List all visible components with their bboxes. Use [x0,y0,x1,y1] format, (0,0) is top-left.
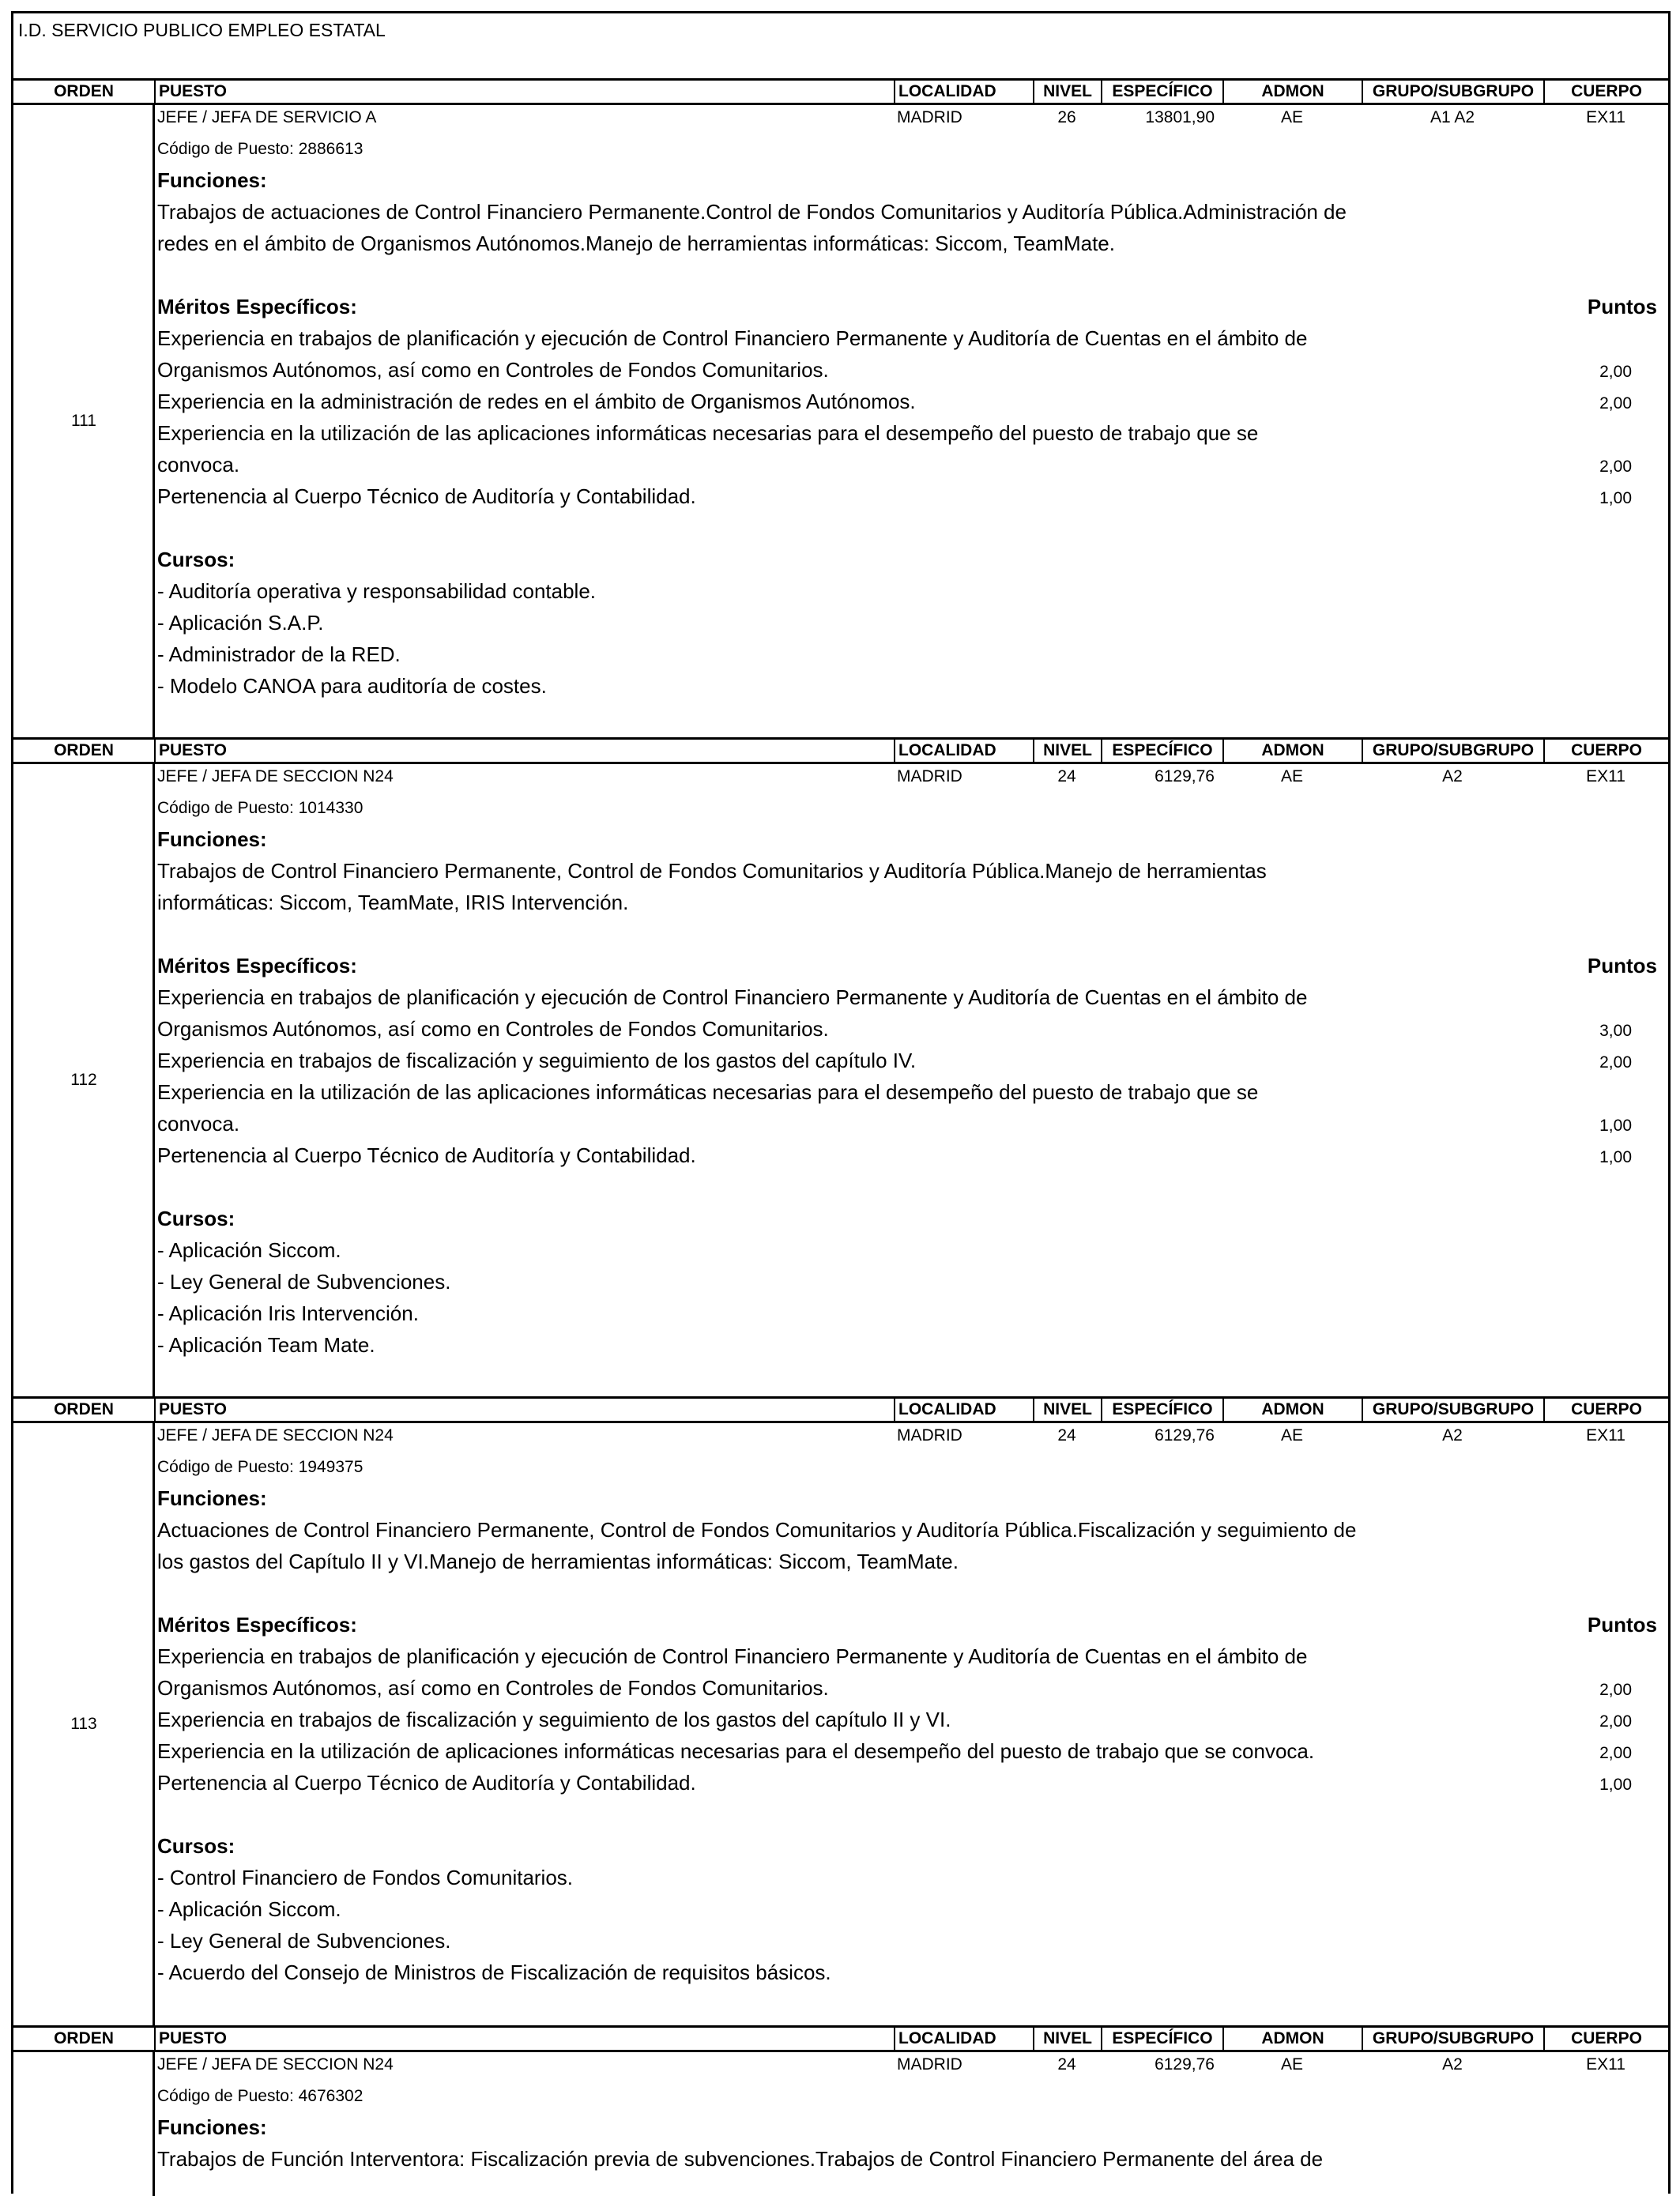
cuerpo-value: EX11 [1586,2055,1625,2074]
column-header-nivel: NIVEL [1033,740,1101,762]
cursos-label: Cursos: [157,548,235,571]
column-header-admon: ADMON [1222,740,1362,762]
curso-line: - Control Financiero de Fondos Comunitarios. [157,1866,574,1889]
column-header-puesto: PUESTO [154,1399,894,1421]
puntos-value: 2,00 [1599,1681,1632,1699]
cursos-label: Cursos: [157,1207,235,1230]
merito-line: Experiencia en trabajos de planificación y ejecución de Control Financiero Permanente y Auditoría de Cuentas en el ámbito de [157,326,1308,350]
localidad-value: MADRID [897,767,962,785]
grupo-value: A1 A2 [1430,108,1475,126]
merito-line: Experiencia en trabajos de fiscalización y seguimiento de los gastos del capítulo IV. [157,1049,917,1072]
especifico-value: 6129,76 [1155,2055,1215,2074]
column-header-grupo: GRUPO/SUBGRUPO [1362,1399,1543,1421]
localidad-value: MADRID [897,1426,962,1445]
column-header-localidad: LOCALIDAD [894,740,1033,762]
cursos-label: Cursos: [157,1834,235,1858]
column-header-grupo: GRUPO/SUBGRUPO [1362,2028,1543,2050]
puntos-header: Puntos [1587,1613,1657,1637]
merito-line: Experiencia en la utilización de aplicaciones informáticas necesarias para el desempeño del puesto de trabajo que se convoca. [157,1739,1315,1763]
column-header-especifico: ESPECÍFICO [1101,1399,1222,1421]
puesto-name: JEFE / JEFA DE SECCION N24 [157,767,394,785]
merito-line: Experiencia en la utilización de las aplicaciones informáticas necesarias para el desempeño del puesto de trabajo que se [157,421,1259,445]
orden-number: 113 [70,1715,97,1733]
curso-line: - Aplicación Siccom. [157,1238,341,1262]
job-section [13,78,1668,737]
orden-number: 111 [71,412,96,430]
column-header-admon: ADMON [1222,81,1362,103]
funciones-label: Funciones: [157,2115,267,2139]
curso-line: - Administrador de la RED. [157,642,401,666]
merito-line: Organismos Autónomos, así como en Controles de Fondos Comunitarios. [157,1676,829,1700]
puntos-value: 2,00 [1599,1053,1632,1072]
column-header-row [13,1396,1668,1423]
column-header-cuerpo: CUERPO [1543,81,1668,103]
puntos-value: 2,00 [1599,1712,1632,1731]
column-header-orden: ORDEN [54,741,114,759]
grupo-value: A2 [1442,767,1463,785]
puntos-value: 2,00 [1599,394,1632,412]
column-header-especifico: ESPECÍFICO [1101,2028,1222,2050]
merito-line: convoca. [157,1112,240,1136]
funciones-line: Trabajos de actuaciones de Control Financiero Permanente.Control de Fondos Comunitarios y Auditoría Pública.Administración de [157,200,1347,224]
especifico-value: 13801,90 [1145,108,1215,126]
especifico-value: 6129,76 [1155,1426,1215,1445]
puntos-value: 2,00 [1599,1744,1632,1762]
cuerpo-value: EX11 [1586,108,1625,126]
nivel-value: 24 [1057,1426,1076,1445]
nivel-value: 24 [1057,2055,1076,2074]
cuerpo-value: EX11 [1586,767,1625,785]
meritos-label: Méritos Específicos: [157,1613,357,1637]
puntos-value: 1,00 [1599,1776,1632,1794]
puesto-name: JEFE / JEFA DE SECCION N24 [157,1426,394,1445]
merito-line: Experiencia en trabajos de planificación y ejecución de Control Financiero Permanente y Auditoría de Cuentas en el ámbito de [157,985,1308,1009]
column-header-especifico: ESPECÍFICO [1101,740,1222,762]
puntos-value: 3,00 [1599,1022,1632,1040]
curso-line: - Ley General de Subvenciones. [157,1929,451,1953]
merito-line: Organismos Autónomos, así como en Controles de Fondos Comunitarios. [157,1017,829,1041]
job-section [13,2025,1668,2196]
job-section [13,1396,1668,2025]
puntos-value: 2,00 [1599,458,1632,476]
curso-line: - Acuerdo del Consejo de Ministros de Fiscalización de requisitos básicos. [157,1961,831,1984]
column-header-row [13,78,1668,105]
column-header-orden: ORDEN [54,82,114,100]
column-header-nivel: NIVEL [1033,2028,1101,2050]
orden-divider [153,2052,155,2196]
curso-line: - Modelo CANOA para auditoría de costes. [157,674,547,698]
funciones-line: redes en el ámbito de Organismos Autónomos.Manejo de herramientas informáticas: Siccom, TeamMate. [157,232,1115,255]
puesto-name: JEFE / JEFA DE SECCION N24 [157,2055,394,2074]
puntos-value: 1,00 [1599,1117,1632,1135]
localidad-value: MADRID [897,108,962,126]
merito-line: convoca. [157,453,240,476]
meritos-label: Méritos Específicos: [157,295,357,318]
column-header-puesto: PUESTO [154,81,894,103]
column-header-orden: ORDEN [54,1400,114,1418]
column-header-row [13,737,1668,764]
puntos-value: 1,00 [1599,489,1632,507]
curso-line: - Ley General de Subvenciones. [157,1270,451,1294]
column-header-puesto: PUESTO [154,740,894,762]
column-header-localidad: LOCALIDAD [894,1399,1033,1421]
column-header-puesto: PUESTO [154,2028,894,2050]
merito-line: Pertenencia al Cuerpo Técnico de Auditoría y Contabilidad. [157,1143,696,1167]
funciones-label: Funciones: [157,168,267,192]
merito-line: Experiencia en trabajos de planificación y ejecución de Control Financiero Permanente y Auditoría de Cuentas en el ámbito de [157,1644,1308,1668]
funciones-line: informáticas: Siccom, TeamMate, IRIS Intervención. [157,891,629,914]
admon-value: AE [1280,108,1303,126]
puntos-header: Puntos [1587,295,1657,318]
puntos-value: 2,00 [1599,363,1632,381]
orden-number: 112 [70,1071,97,1089]
curso-line: - Auditoría operativa y responsabilidad contable. [157,579,597,603]
column-header-cuerpo: CUERPO [1543,740,1668,762]
merito-line: Pertenencia al Cuerpo Técnico de Auditoría y Contabilidad. [157,1771,696,1795]
funciones-label: Funciones: [157,1486,267,1510]
cuerpo-value: EX11 [1586,1426,1625,1445]
merito-line: Experiencia en la utilización de las aplicaciones informáticas necesarias para el desempeño del puesto de trabajo que se [157,1080,1259,1104]
curso-line: - Aplicación Siccom. [157,1897,341,1921]
curso-line: - Aplicación Iris Intervención. [157,1301,419,1325]
column-header-cuerpo: CUERPO [1543,1399,1668,1421]
column-header-admon: ADMON [1222,1399,1362,1421]
column-header-row [13,2025,1668,2052]
document-title: I.D. SERVICIO PUBLICO EMPLEO ESTATAL [18,20,386,40]
column-header-localidad: LOCALIDAD [894,2028,1033,2050]
column-header-especifico: ESPECÍFICO [1101,81,1222,103]
curso-line: - Aplicación S.A.P. [157,611,324,635]
column-header-nivel: NIVEL [1033,1399,1101,1421]
admon-value: AE [1280,1426,1303,1445]
localidad-value: MADRID [897,2055,962,2074]
column-header-admon: ADMON [1222,2028,1362,2050]
column-header-grupo: GRUPO/SUBGRUPO [1362,81,1543,103]
merito-line: Pertenencia al Cuerpo Técnico de Auditoría y Contabilidad. [157,484,696,508]
codigo-puesto: Código de Puesto: 2886613 [157,140,363,158]
funciones-label: Funciones: [157,827,267,851]
nivel-value: 24 [1057,767,1076,785]
column-header-cuerpo: CUERPO [1543,2028,1668,2050]
document-page [11,11,1671,2194]
curso-line: - Aplicación Team Mate. [157,1333,375,1357]
admon-value: AE [1280,767,1303,785]
column-header-localidad: LOCALIDAD [894,81,1033,103]
merito-line: Experiencia en trabajos de fiscalización y seguimiento de los gastos del capítulo II y VI. [157,1708,951,1731]
puntos-header: Puntos [1587,954,1657,977]
nivel-value: 26 [1057,108,1076,126]
job-section [13,737,1668,1396]
funciones-line: Trabajos de Función Interventora: Fiscalización previa de subvenciones.Trabajos de Control Financiero Permanente del área de [157,2147,1324,2171]
funciones-line: Actuaciones de Control Financiero Permanente, Control de Fondos Comunitarios y Auditoría Pública.Fiscalización y seguimiento de [157,1518,1357,1542]
funciones-line: los gastos del Capítulo II y VI.Manejo de herramientas informáticas: Siccom, TeamMate. [157,1550,959,1573]
merito-line: Organismos Autónomos, así como en Controles de Fondos Comunitarios. [157,358,829,382]
codigo-puesto: Código de Puesto: 4676302 [157,2087,363,2105]
especifico-value: 6129,76 [1155,767,1215,785]
puesto-name: JEFE / JEFA DE SERVICIO A [157,108,377,126]
column-header-grupo: GRUPO/SUBGRUPO [1362,740,1543,762]
codigo-puesto: Código de Puesto: 1949375 [157,1458,363,1476]
meritos-label: Méritos Específicos: [157,954,357,977]
codigo-puesto: Código de Puesto: 1014330 [157,799,363,817]
funciones-line: Trabajos de Control Financiero Permanente, Control de Fondos Comunitarios y Auditoría Pública.Manejo de herramientas [157,859,1267,883]
grupo-value: A2 [1442,1426,1463,1445]
puntos-value: 1,00 [1599,1148,1632,1166]
grupo-value: A2 [1442,2055,1463,2074]
column-header-nivel: NIVEL [1033,81,1101,103]
merito-line: Experiencia en la administración de redes en el ámbito de Organismos Autónomos. [157,390,916,413]
admon-value: AE [1280,2055,1303,2074]
column-header-orden: ORDEN [54,2029,114,2047]
